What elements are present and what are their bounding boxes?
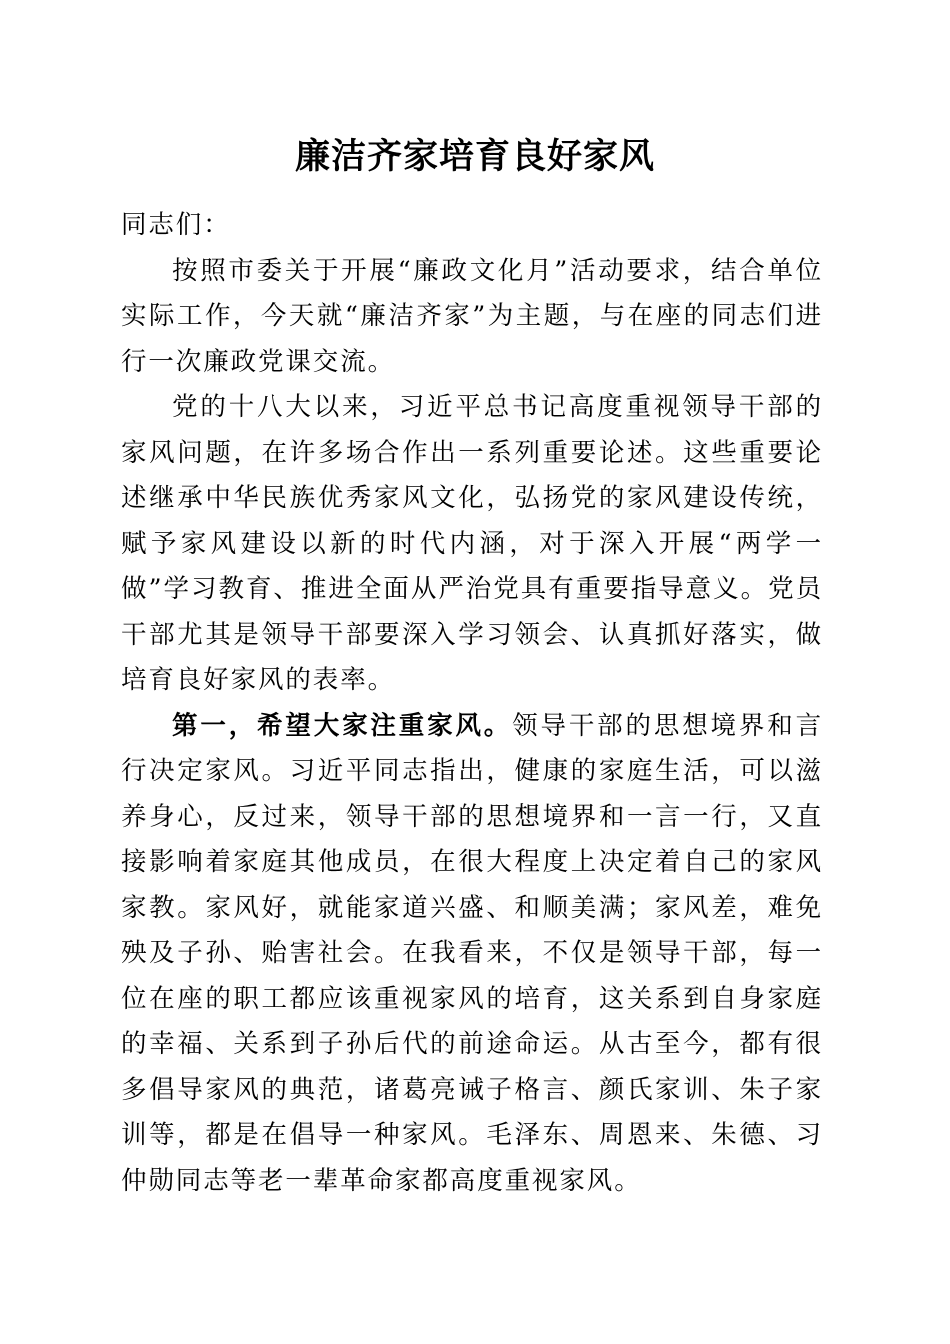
document-body — [121, 203, 823, 1204]
salutation: 同志们： — [121, 210, 231, 240]
first-point-heading: 第一，希望大家注重家风。 — [172, 710, 513, 741]
paragraph-first-point — [121, 704, 823, 1205]
paragraph-family-style-importance: 党的十八大以来，习近平总书记高度重视领导干部的家风问题，在许多场合作出一系列重要论述。这些重要论述继承中华民族优秀家风文化，弘扬党的家风建设传统，赋予家风建设以新的时代内涵，对于深入开展“两学一做”学习教育、推进全面从严治党具有重要指导意义。党员干部尤其是领导干部要深入学习领会、认真抓好落实，做培育良好家风的表率。 — [121, 392, 823, 695]
first-point-text: 领导干部的思想境界和言行决定家风。习近平同志指出，健康的家庭生活，可以滋养身心，反过来，领导干部的思想境界和一言一行，又直接影响着家庭其他成员，在很大程度上决定着自己的家风家教。家风好，就能家道兴盛、和顺美满；家风差，难免殃及子孙、贻害社会。在我看来，不仅是领导干部，每一位在座的职工都应该重视家风的培育，这关系到自身家庭的幸福、关系到子孙后代的前途命运。从古至今，都有很多倡导家风的典范，诸葛亮诫子格言、颜氏家训、朱子家训等，都是在倡导一种家风。毛泽东、周恩来、朱德、习仲勋同志等老一辈革命家都高度重视家风。 — [121, 710, 823, 1196]
document-title: 廉洁齐家培育良好家风 — [294, 136, 655, 177]
paragraph-activity-intro: 按照市委关于开展“廉政文化月”活动要求，结合单位实际工作，今天就“廉洁齐家”为主题，与在座的同志们进行一次廉政党课交流。 — [121, 255, 823, 377]
